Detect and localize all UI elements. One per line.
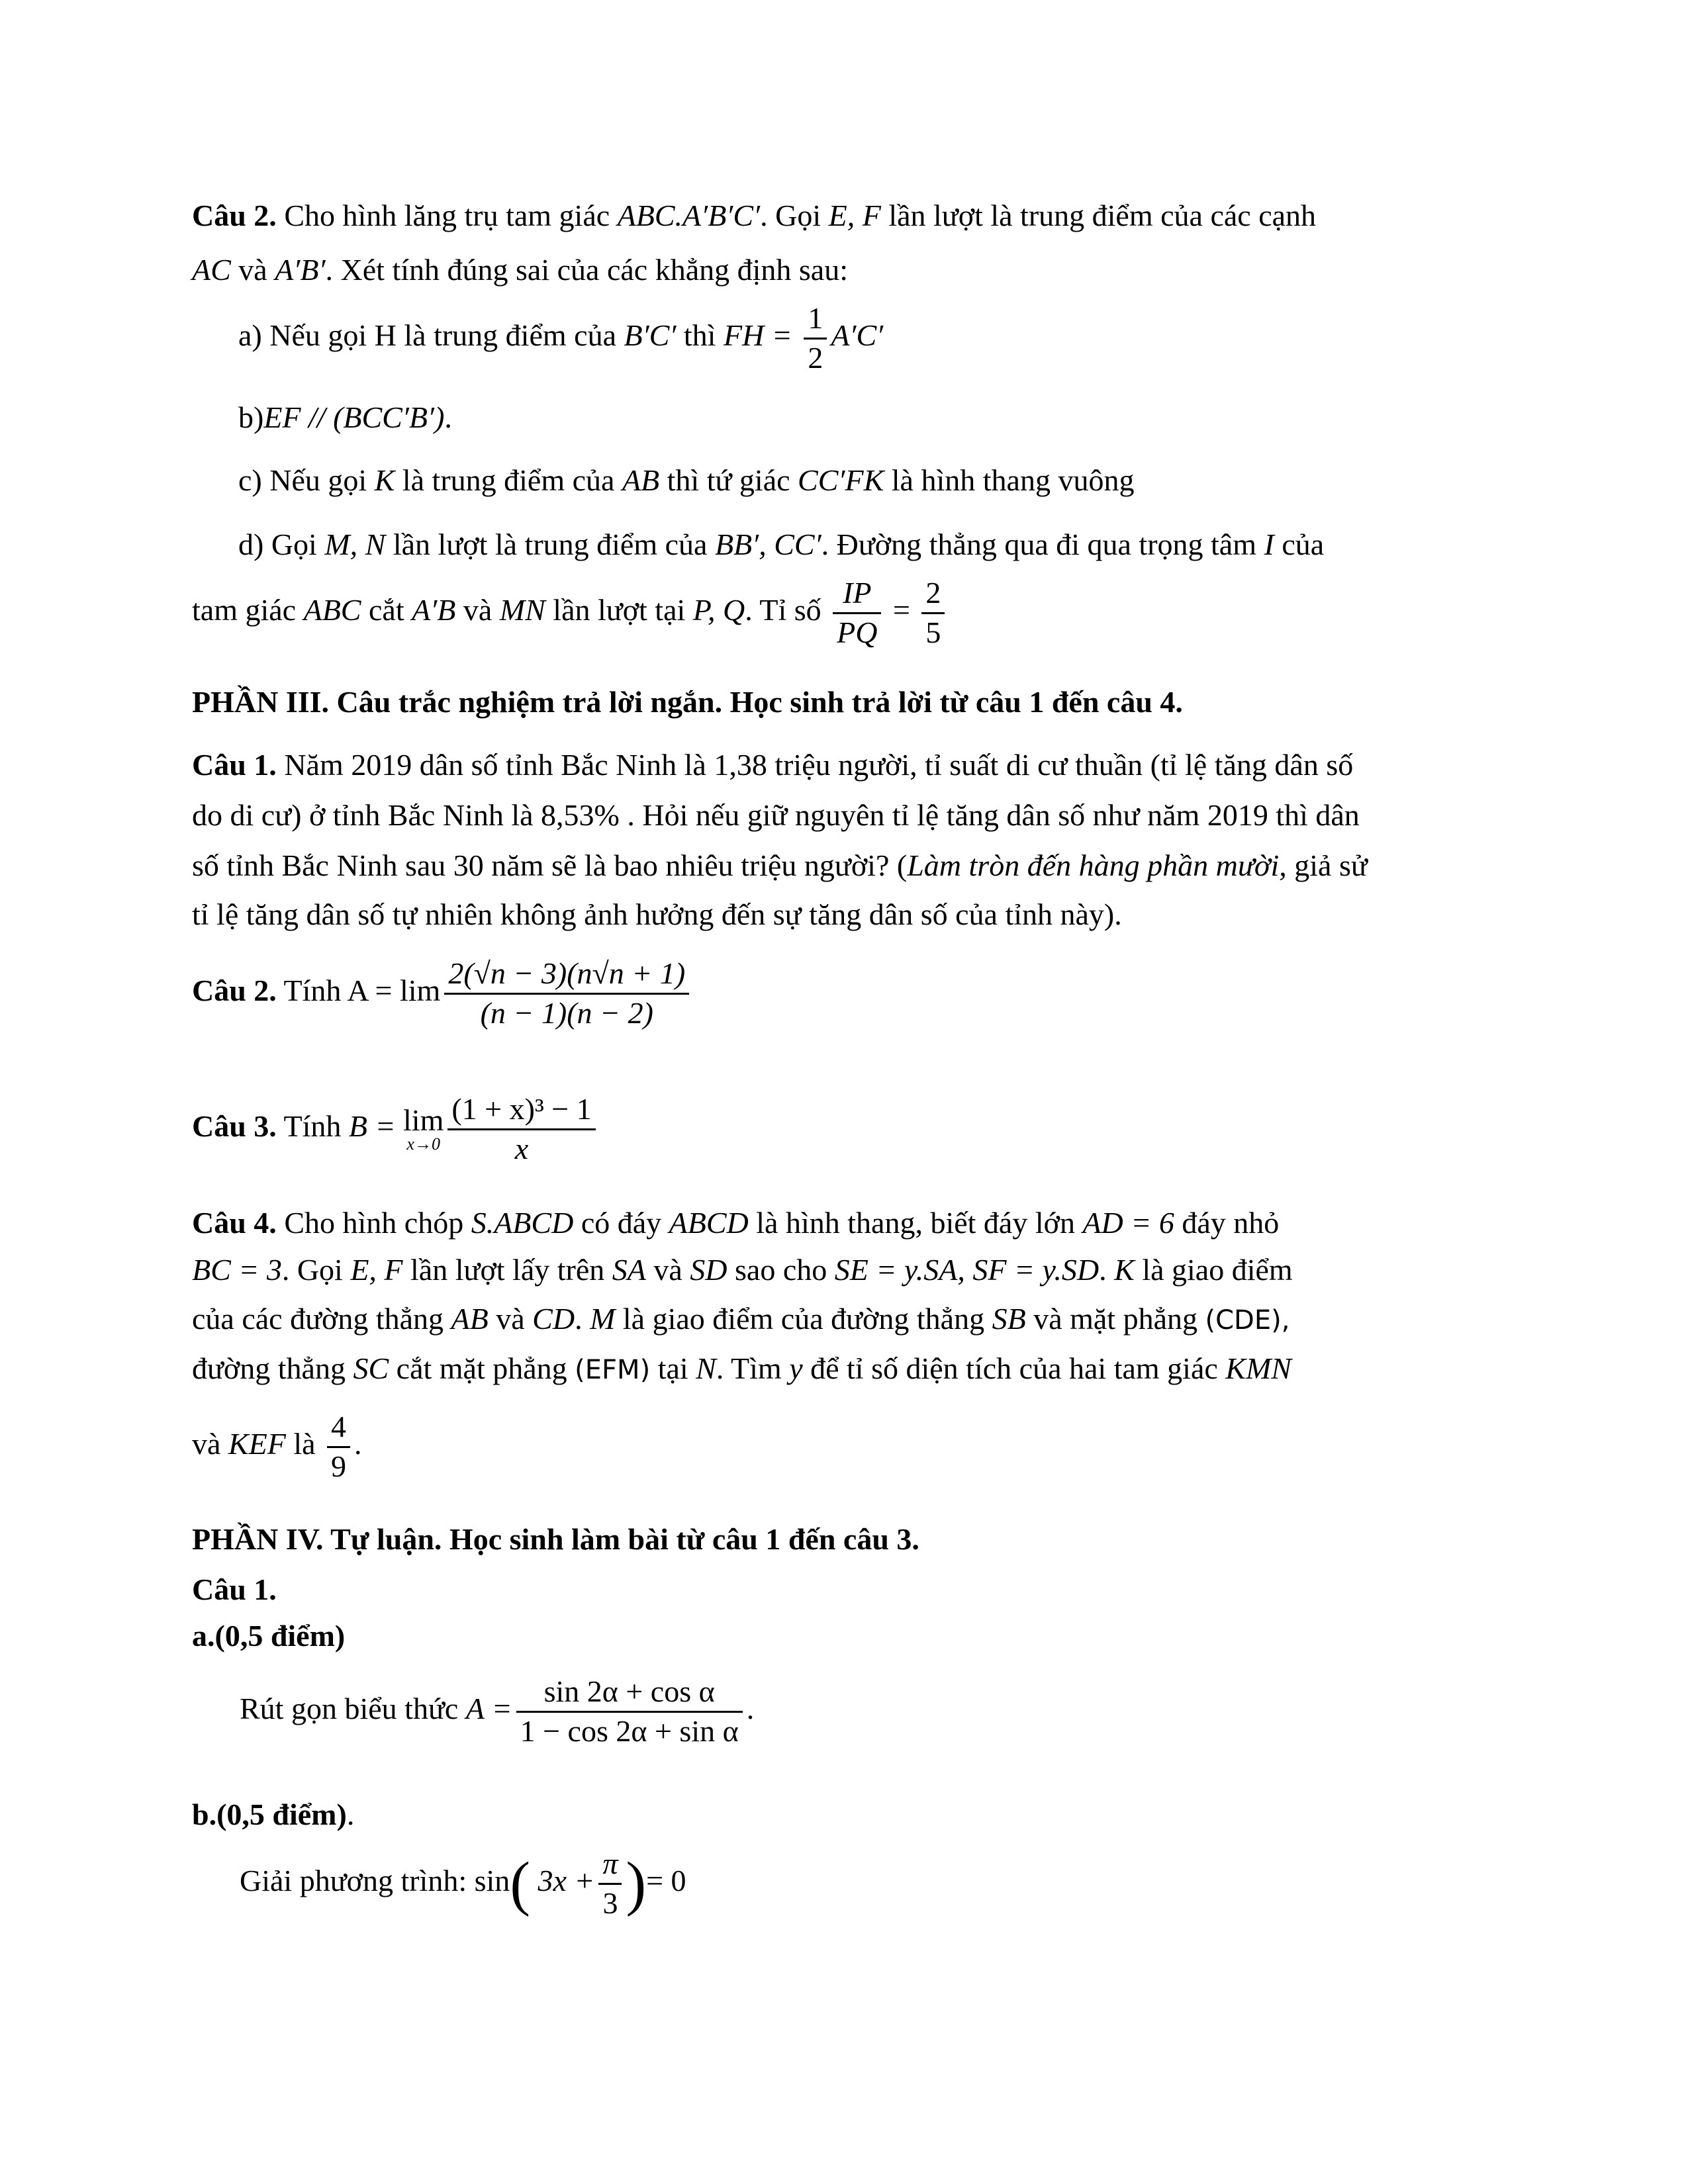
p3q4-den: 9 <box>331 1449 347 1483</box>
q2a-bc: B′C′ <box>624 318 677 352</box>
q2d-text-1: d) Gọi <box>238 527 317 561</box>
p4q1a-a: A = <box>465 1691 512 1725</box>
q2b-line <box>238 400 452 435</box>
q2d-text-9: . Tỉ số <box>745 592 821 627</box>
p3q4-k: K <box>1114 1253 1135 1287</box>
q2d-line-2 <box>192 576 949 651</box>
p4q1b-fraction <box>598 1846 622 1921</box>
p4q1b-eq-line <box>240 1846 686 1921</box>
q2d-text-3: . Đường thẳng qua đi qua trọng tâm <box>821 527 1257 561</box>
p3q3-lim <box>403 1105 444 1153</box>
p3q4-line-3 <box>192 1302 1289 1337</box>
p3q4-text-5a: và <box>192 1426 221 1461</box>
q2c-text-1: c) Nếu gọi <box>238 463 367 497</box>
p3q4-text-1d: đáy nhỏ <box>1182 1206 1280 1240</box>
p3q1-line-3 <box>192 848 1368 884</box>
p3q4-text-2c: sao cho <box>735 1253 827 1287</box>
q2a-den: 2 <box>808 340 823 375</box>
q2d-text-8: lần lượt tại <box>553 592 686 627</box>
p3q4-text-4e: để tỉ số diện tích của hai tam giác <box>810 1351 1218 1385</box>
q2a-ac: A′C′ <box>831 318 884 352</box>
p3q4-text-4d: . Tìm <box>716 1351 782 1385</box>
q2d-value <box>921 576 945 651</box>
p3q3-title: Câu 3. <box>192 1109 277 1143</box>
p3q1-line-4: tỉ lệ tăng dân số tự nhiên không ảnh hưởng đến sự tăng dân số của tỉnh này). <box>192 897 1122 931</box>
q2d-mn2: MN <box>499 592 545 627</box>
p3q4-text-3d: và mặt phẳng <box>1033 1302 1197 1336</box>
p4q1b-title: b.(0,5 điểm) <box>192 1797 347 1831</box>
q2-prism: ABC.A′B′C′ <box>617 199 761 232</box>
p3q3-text: Tính <box>283 1109 342 1143</box>
p4q1a-text: Rút gọn biểu thức <box>240 1691 459 1725</box>
q2c-text-3: thì tứ giác <box>667 463 790 497</box>
p3q1-title: Câu 1. <box>192 748 277 782</box>
q2b-label: b) <box>238 400 264 434</box>
p3q2-num: 2(√n − 3)(n√n + 1) <box>444 956 689 995</box>
p4q1b-left-paren: ( <box>510 1849 530 1917</box>
q2d-mn: M, N <box>324 527 386 561</box>
p3q3-lim-word: lim <box>403 1103 444 1138</box>
q2d-bb: BB′, CC′ <box>714 527 821 561</box>
p3q2-a: A = lim <box>347 973 441 1007</box>
p4q1b-inner: 3x + <box>538 1863 595 1897</box>
p3q4-ab: AB <box>451 1302 489 1336</box>
p3q3-line <box>192 1092 600 1167</box>
p3q4-text-2d: . <box>1099 1253 1107 1287</box>
p3q4-va: và <box>653 1253 682 1287</box>
q2a-text: a) Nếu gọi H là trung điểm của <box>238 318 616 352</box>
p3q4-sb: SB <box>992 1302 1026 1336</box>
p4q1b-num: π <box>598 1846 622 1885</box>
p3q4-text-2a: . Gọi <box>281 1253 343 1287</box>
p3q1-line-1 <box>192 748 1353 783</box>
p3q3-den: x <box>514 1131 529 1165</box>
p3q4-text-3c: là giao điểm của đường thẳng <box>622 1302 985 1336</box>
q2c-quad: CC′FK <box>798 463 884 497</box>
p4q1b-den: 3 <box>602 1886 618 1920</box>
q2c-k: K <box>374 463 395 497</box>
q2d-text-6: cắt <box>368 592 404 627</box>
p3q4-num: 4 <box>327 1410 350 1448</box>
q2d-pq: P, Q <box>692 592 745 627</box>
p3q1-text-1: Năm 2019 dân số tỉnh Bắc Ninh là 1,38 triệu người, tỉ suất di cư thuần (tỉ lệ tăng dân số <box>284 748 1354 782</box>
p3q4-kef: KEF <box>228 1426 286 1461</box>
p3q4-ef: E, F <box>350 1253 403 1287</box>
p3q4-se: SE = y.SA, SF = y.SD <box>834 1253 1100 1287</box>
q2d-abc: ABC <box>303 592 361 627</box>
q2-line-1 <box>192 199 1316 234</box>
p3q4-text-2e: là giao điểm <box>1142 1253 1293 1287</box>
q2d-num: IP <box>833 576 881 614</box>
q2d-ratio <box>833 576 881 651</box>
q2-text-2: . Gọi <box>760 199 821 232</box>
p3q3-fraction <box>447 1092 595 1167</box>
p3q4-bc: BC = 3 <box>192 1253 282 1287</box>
q2b-end: . <box>444 400 452 434</box>
part3-title: PHẦN III. Câu trắc nghiệm trả lời ngắn. Học sinh trả lời từ câu 1 đến câu 4. <box>192 685 1183 719</box>
q2c-text-2: là trung điểm của <box>402 463 615 497</box>
q2d-eq: = <box>892 592 910 627</box>
p3q4-va2: và <box>496 1302 525 1336</box>
q2-line-2 <box>192 253 848 288</box>
q2c-ab: AB <box>622 463 660 497</box>
p3q1-text-3b: giả sử <box>1286 848 1368 882</box>
p3q4-y: y <box>789 1351 803 1385</box>
q2d-text-5: tam giác <box>192 592 297 627</box>
p3q4-abcd: ABCD <box>669 1206 749 1240</box>
p3q2-line <box>192 956 693 1031</box>
p4q1a-den: 1 − cos 2α + sin α <box>520 1713 739 1748</box>
p3q4-ad: AD = 6 <box>1082 1206 1174 1240</box>
q2d-text-4: của <box>1282 527 1325 561</box>
p4q1a-line <box>240 1674 754 1749</box>
p3q4-sa: SA <box>612 1253 646 1287</box>
p4q1b-end: = 0 <box>646 1863 686 1897</box>
p3q4-efm: (EFM) <box>575 1355 651 1385</box>
q2-ef: E, F <box>828 199 881 232</box>
q2a-fh: FH = <box>723 318 792 352</box>
p4q1b-sin: sin <box>474 1863 510 1897</box>
q2d-den: PQ <box>837 615 878 649</box>
p3q4-n: N <box>696 1351 716 1385</box>
p3q4-title: Câu 4. <box>192 1206 277 1240</box>
p4q1a-fraction <box>516 1674 743 1749</box>
p3q4-m: M <box>590 1302 616 1336</box>
p3q2-title: Câu 2. <box>192 973 277 1007</box>
q2-ab: A′B′ <box>275 253 326 287</box>
p3q4-line-5 <box>192 1410 362 1484</box>
p3q3-b: B = <box>348 1109 396 1143</box>
p4q1a-end: . <box>746 1691 755 1725</box>
q2d-line-1 <box>238 527 1324 563</box>
p3q1-line-2: do di cư) ở tỉnh Bắc Ninh là 8,53% . Hỏi nếu giữ nguyên tỉ lệ tăng dân số như năm 2019 thì dân <box>192 798 1360 832</box>
p3q2-text: Tính <box>283 973 342 1007</box>
q2b-expr: EF // (BCC′B′) <box>263 400 445 434</box>
p3q4-line-1 <box>192 1206 1279 1241</box>
p3q4-text-3a: của các đường thẳng <box>192 1302 444 1336</box>
p3q4-sabcd: S.ABCD <box>471 1206 574 1240</box>
p4q1a-title: a.(0,5 điểm) <box>192 1619 346 1653</box>
q2a-line <box>238 301 883 376</box>
p3q4-sc: SC <box>353 1351 389 1385</box>
p4q1-title: Câu 1. <box>192 1572 277 1606</box>
p3q1-text-3i: Làm tròn đến hàng phần mười, <box>907 848 1287 882</box>
p3q4-line-4 <box>192 1351 1291 1387</box>
p4q1b-line <box>192 1797 354 1833</box>
q2a-num: 1 <box>804 301 827 340</box>
q2c-line <box>238 463 1134 498</box>
p3q4-cd: CD <box>532 1302 575 1336</box>
p3q4-sd: SD <box>690 1253 727 1287</box>
p3q4-text-1a: Cho hình chóp <box>284 1206 464 1240</box>
p3q3-lim-sub: x→0 <box>406 1134 440 1154</box>
p3q4-text-4b: cắt mặt phẳng <box>396 1351 567 1385</box>
q2d-ab: A′B <box>412 592 456 627</box>
q2d-i: I <box>1264 527 1274 561</box>
p3q4-text-5c: . <box>354 1426 362 1461</box>
p3q4-text-3b: . <box>575 1302 583 1336</box>
q2d-rden: 5 <box>925 615 941 649</box>
p3q4-line-2 <box>192 1253 1293 1288</box>
q2-va: và <box>238 253 267 287</box>
p3q1-text-3a: số tỉnh Bắc Ninh sau 30 năm sẽ là bao nhiêu triệu người? ( <box>192 848 908 882</box>
q2-ac: AC <box>192 253 231 287</box>
p3q2-den: (n − 1)(n − 2) <box>480 995 653 1030</box>
q2a-thi: thì <box>683 318 716 352</box>
q2d-text-2: lần lượt là trung điểm của <box>393 527 708 561</box>
p3q4-cde: (CDE), <box>1205 1305 1290 1336</box>
q2-text-3: lần lượt là trung điểm của các cạnh <box>888 199 1317 232</box>
q2-title: Câu 2. <box>192 199 277 232</box>
q2d-text-7: và <box>463 592 492 627</box>
p4q1b-right-paren: ) <box>626 1849 647 1917</box>
p3q4-text-2b: lần lượt lấy trên <box>410 1253 605 1287</box>
q2c-text-4: là hình thang vuông <box>891 463 1135 497</box>
q2a-fraction <box>804 301 827 376</box>
p3q4-fraction <box>327 1410 350 1484</box>
q2-text-4: . Xét tính đúng sai của các khẳng định sau: <box>325 253 848 287</box>
p3q4-text-1b: có đáy <box>581 1206 662 1240</box>
part4-title: PHẦN IV. Tự luận. Học sinh làm bài từ câu 1 đến câu 3. <box>192 1522 919 1556</box>
p3q4-text-4a: đường thẳng <box>192 1351 346 1385</box>
q2d-rnum: 2 <box>921 576 945 614</box>
p4q1a-num: sin 2α + cos α <box>516 1674 743 1713</box>
p3q3-num: (1 + x)³ − 1 <box>447 1092 595 1130</box>
p3q4-text-4c: tại <box>657 1351 688 1385</box>
p3q2-fraction <box>444 956 689 1031</box>
p3q4-text-1c: là hình thang, biết đáy lớn <box>756 1206 1075 1240</box>
p3q4-text-5b: là <box>293 1426 316 1461</box>
p4q1b-text: Giải phương trình: <box>240 1863 467 1897</box>
q2-text-1: Cho hình lăng trụ tam giác <box>284 199 610 232</box>
p3q4-kmn: KMN <box>1225 1351 1291 1385</box>
p4q1b-dot: . <box>346 1797 355 1831</box>
